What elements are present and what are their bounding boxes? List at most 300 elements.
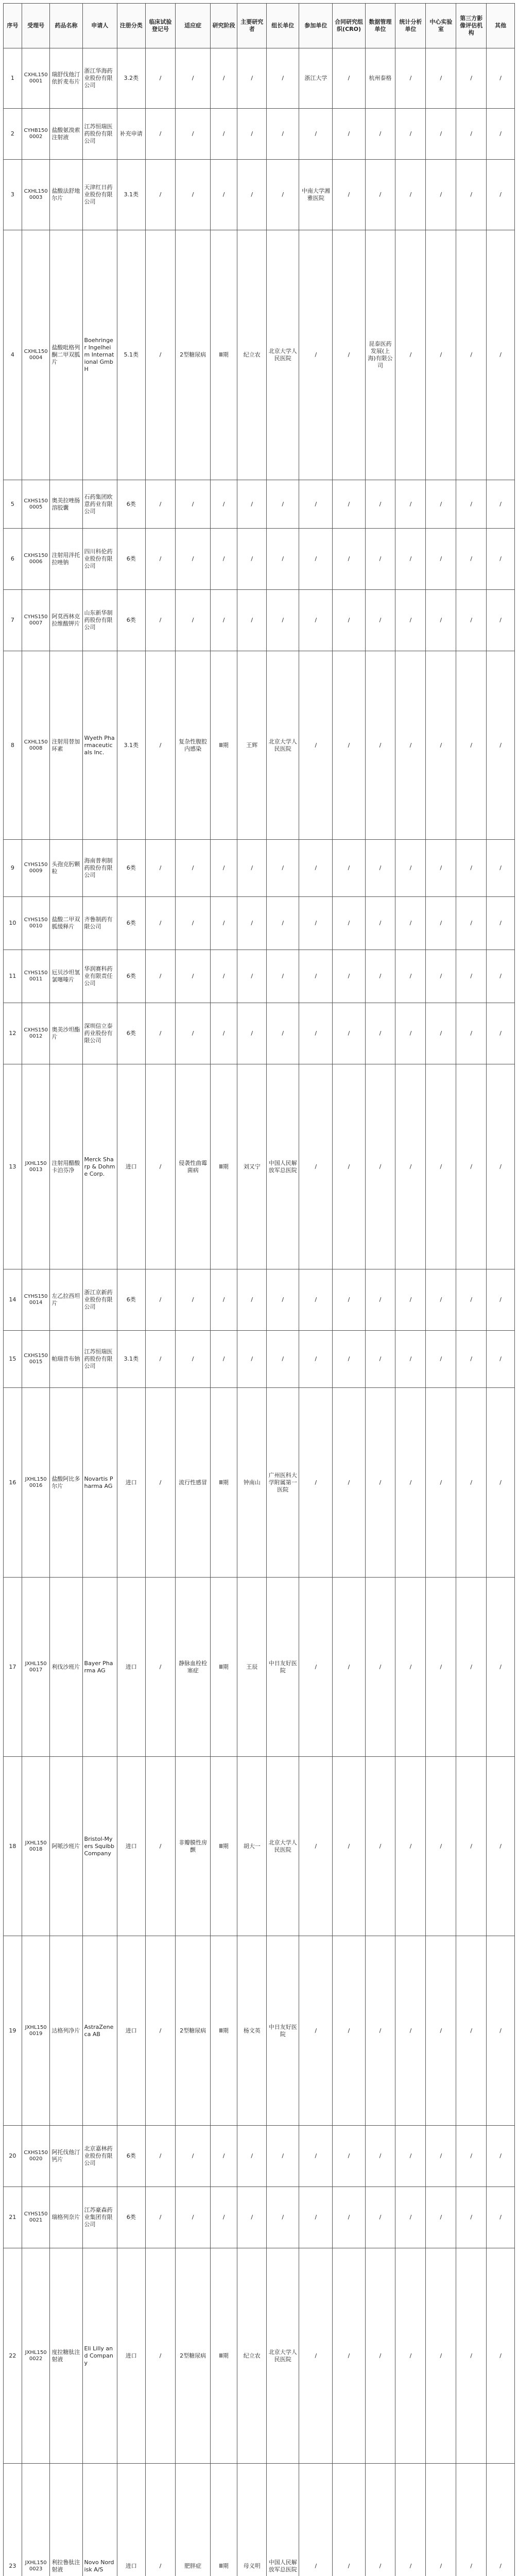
table-cell: 补充申请: [117, 109, 145, 160]
table-cell: 20: [4, 2126, 22, 2187]
table-cell: 厄贝沙坦氢氯噻嗪片: [50, 950, 82, 1003]
table-cell: /: [299, 1269, 333, 1331]
table-cell: Boehringer Ingelheim International GmbH: [82, 230, 117, 480]
table-cell: 14: [4, 1269, 22, 1331]
table-cell: AstraZeneca AB: [82, 1936, 117, 2126]
table-cell: /: [145, 2464, 176, 2576]
table-cell: 刘又宁: [237, 1064, 267, 1269]
table-cell: /: [456, 1936, 487, 2126]
table-cell: Bristol-Myers Squibb Company: [82, 1757, 117, 1936]
table-cell: /: [176, 2126, 210, 2187]
table-cell: /: [237, 1269, 267, 1331]
table-cell: /: [487, 1578, 515, 1757]
table-cell: /: [456, 1003, 487, 1064]
table-cell: /: [456, 1331, 487, 1388]
table-cell: /: [487, 1936, 515, 2126]
table-cell: 江苏豪森药业集团有限公司: [82, 2187, 117, 2248]
table-cell: 3: [4, 160, 22, 230]
table-cell: 肥胖症: [176, 2464, 210, 2576]
table-cell: /: [210, 1003, 237, 1064]
column-header: 受理号: [22, 4, 50, 48]
table-cell: /: [237, 480, 267, 529]
table-cell: /: [426, 529, 456, 590]
table-cell: /: [395, 1331, 426, 1388]
table-cell: /: [487, 950, 515, 1003]
table-cell: /: [210, 48, 237, 109]
table-cell: /: [395, 1936, 426, 2126]
table-cell: CYHS1500009: [22, 840, 50, 897]
table-cell: /: [145, 160, 176, 230]
table-cell: /: [365, 160, 395, 230]
table-cell: /: [267, 2126, 299, 2187]
table-cell: /: [395, 651, 426, 840]
table-cell: 浙江华海药业股份有限公司: [82, 48, 117, 109]
table-cell: /: [365, 897, 395, 950]
table-cell: Ⅲ期: [210, 2464, 237, 2576]
table-cell: /: [145, 1064, 176, 1269]
table-cell: 北京大学人民医院: [267, 2248, 299, 2464]
table-cell: /: [365, 2126, 395, 2187]
table-cell: /: [333, 1003, 365, 1064]
column-header: 数据管理单位: [365, 4, 395, 48]
table-cell: /: [487, 160, 515, 230]
column-header: 参加单位: [299, 4, 333, 48]
table-cell: /: [395, 897, 426, 950]
table-cell: CXHS1500020: [22, 2126, 50, 2187]
table-body: [4, 48, 515, 2576]
table-cell: /: [267, 48, 299, 109]
table-cell: Ⅲ期: [210, 651, 237, 840]
table-cell: CXHS1500006: [22, 529, 50, 590]
table-cell: /: [299, 1578, 333, 1757]
table-cell: /: [237, 840, 267, 897]
table-cell: /: [426, 2126, 456, 2187]
table-cell: 复杂性腹腔内感染: [176, 651, 210, 840]
table-cell: /: [426, 2187, 456, 2248]
table-cell: /: [176, 1003, 210, 1064]
table-cell: /: [299, 590, 333, 651]
column-header: 中心实验室: [426, 4, 456, 48]
table-cell: /: [487, 1269, 515, 1331]
table-cell: JXHL1500018: [22, 1757, 50, 1936]
table-cell: /: [456, 1757, 487, 1936]
table-cell: 3.1类: [117, 1331, 145, 1388]
table-cell: /: [487, 2248, 515, 2464]
table-cell: /: [395, 2464, 426, 2576]
table-cell: 头孢克肟颗粒: [50, 840, 82, 897]
table-cell: /: [299, 109, 333, 160]
table-row: [4, 1269, 515, 1331]
table-cell: /: [426, 230, 456, 480]
table-row: [4, 2126, 515, 2187]
table-cell: /: [299, 2464, 333, 2576]
table-cell: /: [299, 1003, 333, 1064]
table-cell: /: [145, 950, 176, 1003]
table-cell: /: [487, 230, 515, 480]
table-cell: /: [145, 48, 176, 109]
table-cell: Ⅲ期: [210, 1936, 237, 2126]
table-cell: /: [426, 2464, 456, 2576]
table-cell: /: [365, 1269, 395, 1331]
table-cell: /: [210, 2126, 237, 2187]
table-cell: /: [299, 1936, 333, 2126]
table-cell: 10: [4, 897, 22, 950]
table-cell: 中日友好医院: [267, 1936, 299, 2126]
table-cell: 进口: [117, 1388, 145, 1578]
table-cell: 瑞格列奈片: [50, 2187, 82, 2248]
table-cell: /: [395, 2187, 426, 2248]
table-cell: /: [267, 160, 299, 230]
table-cell: /: [333, 2464, 365, 2576]
table-cell: /: [267, 2187, 299, 2248]
table-cell: /: [210, 897, 237, 950]
document-page: [3, 3, 515, 2576]
table-cell: /: [145, 2187, 176, 2248]
table-cell: /: [487, 1003, 515, 1064]
table-row: [4, 590, 515, 651]
table-cell: /: [365, 1936, 395, 2126]
table-row: [4, 2248, 515, 2464]
table-cell: 18: [4, 1757, 22, 1936]
table-cell: 注射用醋酸卡泊芬净: [50, 1064, 82, 1269]
table-cell: /: [267, 897, 299, 950]
table-cell: 阿托伐他汀钙片: [50, 2126, 82, 2187]
table-cell: /: [237, 109, 267, 160]
table-cell: /: [237, 160, 267, 230]
table-row: [4, 1757, 515, 1936]
table-cell: /: [145, 480, 176, 529]
table-cell: /: [487, 48, 515, 109]
table-cell: /: [145, 840, 176, 897]
table-cell: 北京大学人民医院: [267, 651, 299, 840]
table-cell: Novartis Pharma AG: [82, 1388, 117, 1578]
table-cell: /: [333, 109, 365, 160]
table-cell: 阿莫西林克拉维酸钾片: [50, 590, 82, 651]
table-cell: 9: [4, 840, 22, 897]
table-cell: 3.1类: [117, 160, 145, 230]
table-cell: /: [395, 1269, 426, 1331]
table-cell: /: [395, 480, 426, 529]
table-cell: /: [487, 590, 515, 651]
table-cell: 北京大学人民医院: [267, 230, 299, 480]
table-cell: 进口: [117, 2248, 145, 2464]
table-cell: /: [237, 950, 267, 1003]
table-cell: 6类: [117, 590, 145, 651]
table-cell: 5.1类: [117, 230, 145, 480]
table-cell: /: [145, 109, 176, 160]
table-row: [4, 2464, 515, 2576]
table-cell: /: [426, 1936, 456, 2126]
table-cell: /: [426, 160, 456, 230]
table-cell: /: [365, 2248, 395, 2464]
table-cell: 阿哌沙班片: [50, 1757, 82, 1936]
table-cell: 4: [4, 230, 22, 480]
table-cell: Wyeth Pharmaceuticals Inc.: [82, 651, 117, 840]
table-row: [4, 529, 515, 590]
table-cell: 石药集团欧意药业有限公司: [82, 480, 117, 529]
table-cell: 王辉: [237, 651, 267, 840]
table-cell: /: [487, 1331, 515, 1388]
table-cell: 进口: [117, 2464, 145, 2576]
table-cell: /: [365, 651, 395, 840]
table-cell: /: [145, 2126, 176, 2187]
table-cell: Ⅲ期: [210, 230, 237, 480]
table-cell: 19: [4, 1936, 22, 2126]
table-cell: /: [456, 897, 487, 950]
table-cell: /: [267, 1331, 299, 1388]
table-cell: 12: [4, 1003, 22, 1064]
column-header: 临床试验登记号: [145, 4, 176, 48]
table-cell: /: [426, 48, 456, 109]
table-cell: 北京大学人民医院: [267, 1757, 299, 1936]
table-cell: /: [365, 109, 395, 160]
table-cell: /: [426, 109, 456, 160]
table-cell: 中南大学湘雅医院: [299, 160, 333, 230]
table-cell: CYHS1500011: [22, 950, 50, 1003]
table-cell: 23: [4, 2464, 22, 2576]
table-cell: /: [426, 1269, 456, 1331]
table-cell: /: [299, 230, 333, 480]
table-cell: 3.2类: [117, 48, 145, 109]
table-cell: 盐酸二甲双胍缓释片: [50, 897, 82, 950]
table-cell: 海南普利制药股份有限公司: [82, 840, 117, 897]
table-cell: /: [456, 950, 487, 1003]
table-cell: 进口: [117, 1936, 145, 2126]
table-cell: 利拉鲁肽注射液: [50, 2464, 82, 2576]
table-cell: /: [176, 840, 210, 897]
table-row: [4, 480, 515, 529]
table-cell: /: [395, 1388, 426, 1578]
table-cell: /: [395, 1064, 426, 1269]
table-cell: /: [487, 1064, 515, 1269]
table-cell: 盐酸阿比多尔片: [50, 1388, 82, 1578]
table-cell: /: [299, 1331, 333, 1388]
table-cell: /: [267, 950, 299, 1003]
table-cell: 22: [4, 2248, 22, 2464]
table-cell: /: [145, 651, 176, 840]
table-cell: /: [176, 48, 210, 109]
table-cell: /: [333, 1936, 365, 2126]
table-cell: /: [210, 1331, 237, 1388]
table-cell: /: [333, 1064, 365, 1269]
table-cell: /: [237, 48, 267, 109]
table-cell: /: [426, 840, 456, 897]
table-cell: /: [365, 529, 395, 590]
table-cell: 6类: [117, 2187, 145, 2248]
table-row: [4, 2187, 515, 2248]
table-cell: /: [365, 950, 395, 1003]
table-cell: /: [333, 950, 365, 1003]
table-cell: 2型糖尿病: [176, 230, 210, 480]
table-cell: 天津红日药业股份有限公司: [82, 160, 117, 230]
table-cell: /: [333, 2248, 365, 2464]
table-cell: 瑞舒伐他汀依折麦布片: [50, 48, 82, 109]
table-cell: /: [333, 1269, 365, 1331]
column-header: 合同研究组织(CRO): [333, 4, 365, 48]
table-cell: 8: [4, 651, 22, 840]
table-cell: /: [176, 590, 210, 651]
column-header: 组长单位: [267, 4, 299, 48]
table-cell: /: [456, 1064, 487, 1269]
table-cell: 浙江大学: [299, 48, 333, 109]
table-cell: /: [333, 2187, 365, 2248]
table-cell: /: [333, 529, 365, 590]
table-cell: 5: [4, 480, 22, 529]
table-cell: /: [365, 1578, 395, 1757]
table-cell: /: [333, 160, 365, 230]
table-cell: /: [395, 1578, 426, 1757]
table-cell: 四川科伦药业股份有限公司: [82, 529, 117, 590]
table-row: [4, 651, 515, 840]
table-cell: /: [365, 590, 395, 651]
table-cell: /: [333, 840, 365, 897]
table-cell: /: [365, 1757, 395, 1936]
table-cell: 中日友好医院: [267, 1578, 299, 1757]
table-cell: 胡大一: [237, 1757, 267, 1936]
table-cell: /: [426, 1331, 456, 1388]
column-header: 药品名称: [50, 4, 82, 48]
table-cell: /: [299, 1757, 333, 1936]
table-cell: 2型糖尿病: [176, 1936, 210, 2126]
table-cell: /: [145, 1331, 176, 1388]
table-cell: /: [176, 1269, 210, 1331]
table-cell: /: [267, 840, 299, 897]
table-cell: /: [237, 529, 267, 590]
table-cell: /: [299, 897, 333, 950]
table-cell: 15: [4, 1331, 22, 1388]
table-cell: 17: [4, 1578, 22, 1757]
table-cell: 左乙拉西坦片: [50, 1269, 82, 1331]
table-cell: /: [299, 1388, 333, 1578]
table-cell: 静脉血栓栓塞症: [176, 1578, 210, 1757]
table-cell: /: [176, 529, 210, 590]
table-cell: JXHL1500023: [22, 2464, 50, 2576]
table-cell: /: [365, 1331, 395, 1388]
table-cell: /: [487, 480, 515, 529]
table-cell: /: [426, 1003, 456, 1064]
table-cell: /: [267, 1269, 299, 1331]
table-row: [4, 1578, 515, 1757]
table-cell: /: [145, 1269, 176, 1331]
table-cell: /: [333, 897, 365, 950]
table-cell: 浙江京新药业股份有限公司: [82, 1269, 117, 1331]
table-cell: /: [426, 480, 456, 529]
column-header: 其他: [487, 4, 515, 48]
table-cell: /: [237, 2187, 267, 2248]
table-cell: /: [487, 651, 515, 840]
table-cell: 6类: [117, 1003, 145, 1064]
table-cell: CYHS1500014: [22, 1269, 50, 1331]
table-cell: 北京嘉林药业股份有限公司: [82, 2126, 117, 2187]
table-cell: 6类: [117, 950, 145, 1003]
table-cell: 纪立农: [237, 230, 267, 480]
table-cell: /: [487, 1388, 515, 1578]
table-cell: /: [456, 651, 487, 840]
table-cell: /: [176, 160, 210, 230]
table-cell: /: [333, 480, 365, 529]
table-cell: /: [267, 480, 299, 529]
table-cell: 11: [4, 950, 22, 1003]
table-cell: /: [487, 2464, 515, 2576]
table-cell: 江苏恒瑞医药股份有限公司: [82, 1331, 117, 1388]
table-cell: 注射用替加环素: [50, 651, 82, 840]
table-cell: /: [210, 950, 237, 1003]
table-cell: /: [333, 590, 365, 651]
table-cell: /: [365, 840, 395, 897]
table-cell: 21: [4, 2187, 22, 2248]
table-cell: CXHL1500001: [22, 48, 50, 109]
table-cell: /: [210, 590, 237, 651]
table-row: [4, 109, 515, 160]
table-cell: /: [210, 480, 237, 529]
table-cell: Ⅲ期: [210, 1064, 237, 1269]
table-cell: /: [210, 1269, 237, 1331]
table-cell: CYHS1500021: [22, 2187, 50, 2248]
table-cell: /: [210, 109, 237, 160]
table-cell: JXHL1500013: [22, 1064, 50, 1269]
table-cell: /: [299, 2126, 333, 2187]
table-cell: 利伐沙班片: [50, 1578, 82, 1757]
table-cell: /: [365, 1064, 395, 1269]
table-cell: CXHS1500015: [22, 1331, 50, 1388]
table-cell: CXHL1500004: [22, 230, 50, 480]
table-cell: /: [176, 950, 210, 1003]
table-cell: /: [333, 1757, 365, 1936]
table-cell: 流行性感冒: [176, 1388, 210, 1578]
table-cell: /: [456, 1388, 487, 1578]
table-cell: 杨文英: [237, 1936, 267, 2126]
table-cell: /: [395, 1757, 426, 1936]
table-cell: 钟南山: [237, 1388, 267, 1578]
table-cell: /: [395, 2248, 426, 2464]
table-cell: /: [267, 109, 299, 160]
table-cell: Ⅲ期: [210, 2248, 237, 2464]
table-cell: /: [395, 230, 426, 480]
table-cell: /: [176, 897, 210, 950]
table-cell: /: [456, 1578, 487, 1757]
table-cell: /: [426, 950, 456, 1003]
table-cell: /: [145, 590, 176, 651]
table-cell: JXHL1500016: [22, 1388, 50, 1578]
table-cell: 盐酸氨溴索注射液: [50, 109, 82, 160]
table-cell: /: [395, 840, 426, 897]
table-row: [4, 230, 515, 480]
table-cell: /: [365, 2464, 395, 2576]
table-cell: /: [267, 590, 299, 651]
table-cell: /: [456, 480, 487, 529]
table-cell: 13: [4, 1064, 22, 1269]
table-cell: 6类: [117, 840, 145, 897]
table-cell: /: [176, 2187, 210, 2248]
table-cell: 非瓣膜性房颤: [176, 1757, 210, 1936]
column-header: 申请人: [82, 4, 117, 48]
table-cell: /: [176, 480, 210, 529]
table-cell: /: [299, 651, 333, 840]
table-cell: /: [299, 950, 333, 1003]
table-cell: 深圳信立泰药业股份有限公司: [82, 1003, 117, 1064]
table-cell: CYHB1500002: [22, 109, 50, 160]
table-cell: /: [456, 590, 487, 651]
table-cell: /: [145, 1936, 176, 2126]
table-cell: /: [487, 2126, 515, 2187]
table-row: [4, 1331, 515, 1388]
table-cell: 6类: [117, 1269, 145, 1331]
column-header: 研究阶段: [210, 4, 237, 48]
table-cell: /: [395, 590, 426, 651]
table-cell: 6类: [117, 529, 145, 590]
table-row: [4, 1003, 515, 1064]
table-cell: /: [333, 1388, 365, 1578]
